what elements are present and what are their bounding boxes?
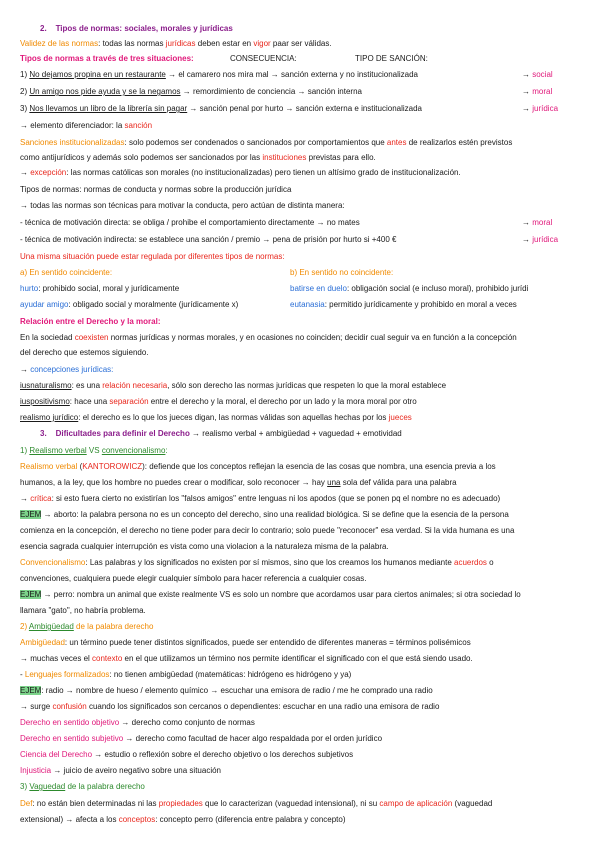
paragraph: → concepciones jurídicas: <box>20 365 114 374</box>
paragraph-validez <box>20 38 585 49</box>
term: contexto <box>92 654 123 663</box>
result <box>522 234 558 245</box>
example-row <box>20 103 585 114</box>
heading: Tipos de normas a través de tres situaciones: <box>20 54 194 63</box>
term: eutanasia <box>290 300 325 309</box>
text: de la palabra derecho <box>73 622 154 631</box>
term: moral <box>532 218 553 227</box>
paragraph <box>20 137 585 148</box>
text: : concepto perro (diferencia entre palabra y concepto) <box>155 815 346 824</box>
term: KANTOROWICZ <box>82 462 143 471</box>
text: → surge <box>20 702 53 711</box>
term: ayudar amigo <box>20 300 69 309</box>
text: entre el derecho y la moral, el derecho por un lado y la mora moral por otro <box>148 397 417 406</box>
text: : solo podemos ser condenados o sancionados por comportamientos que <box>124 138 387 147</box>
text: que lo caracterizan (vaguedad intensional), ni su <box>202 799 380 808</box>
text: → elemento diferenciador: la <box>20 121 125 130</box>
term: Convencionalismo <box>20 558 86 567</box>
col2 <box>290 283 528 294</box>
paragraph <box>20 685 585 696</box>
result <box>522 86 552 97</box>
text: como antijurídicos y además solo podemos ser sancionados por las <box>20 153 263 162</box>
column-header: a) En sentido coincidente: <box>20 268 113 277</box>
term: jueces <box>388 413 412 422</box>
example-tag: EJEM <box>20 510 42 519</box>
paragraph: del derecho que estemos siguiendo. <box>20 348 149 357</box>
term: Ciencia del Derecho <box>20 750 93 759</box>
paragraph: llamara "gato", no habría problema. <box>20 606 146 615</box>
term: jurídicas <box>165 39 196 48</box>
paragraph <box>20 152 585 163</box>
text: → <box>522 87 533 96</box>
term: jurídica <box>532 235 559 244</box>
term: Ambigüedad <box>28 622 74 631</box>
text: VS <box>86 446 102 455</box>
paragraph <box>20 637 585 648</box>
subheading <box>20 781 585 792</box>
term: jurídica <box>532 104 559 113</box>
text: : es una <box>71 381 103 390</box>
text: → muchas veces el <box>20 654 93 663</box>
text: → <box>20 494 31 503</box>
text: , sólo son derecho las normas jurídicas que respeten lo que la moral establece <box>167 381 447 390</box>
subheading: 1) Realismo verbal VS convencionalismo: <box>20 446 168 455</box>
text: → <box>20 168 31 177</box>
term: realismo jurídico <box>20 413 79 422</box>
paragraph <box>20 557 585 568</box>
text: → estudio o reflexión sobre el derecho objetivo o los derechos subjetivos <box>92 750 354 759</box>
term: moral <box>532 87 553 96</box>
term: separación <box>109 397 149 406</box>
text: paar ser válidas. <box>270 39 332 48</box>
text: → <box>522 104 533 113</box>
text: previstas para ello. <box>306 153 376 162</box>
term: conceptos <box>118 815 156 824</box>
term: crítica <box>30 494 52 503</box>
text: 1) <box>20 70 30 79</box>
heading: 3. Dificultades para definir el Derecho <box>40 429 190 438</box>
term: hurto <box>20 284 39 293</box>
text: : si esto fuera cierto no existirían los "falsos amigos" entre lenguas ni los apodos (que se ponen pq el nombre no es adecuado) <box>51 494 501 503</box>
paragraph <box>20 733 585 744</box>
text: : permitido jurídicamente y prohibido en moral a veces <box>324 300 517 309</box>
text: 2) <box>20 87 30 96</box>
text: : hace una <box>69 397 110 406</box>
paragraph <box>20 493 585 504</box>
two-col-row <box>20 283 585 294</box>
column-header: b) En sentido no coincidente: <box>290 268 394 277</box>
text: ( <box>77 462 83 471</box>
term: confusión <box>52 702 87 711</box>
text: → juicio de aveiro negativo sobre una situación <box>51 766 222 775</box>
text: : Las palabras y los significados no existen por sí mismos, sino que los creamos los humanos mediante <box>85 558 454 567</box>
paragraph: comienza en la concepción, el derecho no tiene poder para decir lo contrario; solo puede "reconocer" esa verdad. Si la vida humana es una <box>20 526 515 535</box>
paragraph <box>20 332 585 343</box>
text: → el camarero nos mira mal → sanción externa y no institucionalizada <box>165 70 418 79</box>
term: iusnaturalismo <box>20 381 72 390</box>
term: propiedades <box>158 799 203 808</box>
text: deben estar en <box>195 39 254 48</box>
term: Derecho en sentido objetivo <box>20 718 120 727</box>
text: : obligación social (e incluso moral), prohibido jurídi <box>346 284 529 293</box>
paragraph: Tipos de normas: normas de conducta y normas sobre la producción jurídica <box>20 185 292 194</box>
paragraph <box>20 765 585 776</box>
text: - técnica de motivación indirecta: se establece una sanción / premio → pena de prisión por hurto si +400 € <box>20 235 397 244</box>
text: : no están bien determinadas ni las <box>32 799 159 808</box>
text: ): defiende que los conceptos reflejan la esencia de las cosas que nombra, una esencia previa a los <box>142 462 496 471</box>
paragraph <box>20 509 585 520</box>
text: 1) <box>20 446 30 455</box>
term: acuerdos <box>454 558 487 567</box>
term: campo de aplicación <box>379 799 453 808</box>
term: vigor <box>253 39 271 48</box>
paragraph: → todas las normas son técnicas para motivar la conducta, pero actúan de distinta manera: <box>20 201 345 210</box>
term: antes <box>386 138 407 147</box>
example-row <box>20 86 585 97</box>
term: Vaguedad <box>29 782 66 791</box>
text: → derecho como facultad de hacer algo respaldada por el orden jurídico <box>123 734 383 743</box>
paragraph <box>20 380 585 391</box>
text: (vaguedad <box>452 799 493 808</box>
column-header: CONSECUENCIA: <box>230 54 297 63</box>
text: de realizarlos estén previstos <box>406 138 513 147</box>
text: → <box>522 70 533 79</box>
text: : radio → nombre de hueso / elemento químico → escuchar una emisora de radio / me he comprado una radio <box>41 686 433 695</box>
paragraph <box>20 814 585 825</box>
term: Ambigüedad <box>20 638 65 647</box>
term: excepción <box>30 168 67 177</box>
text: No dejamos propina en un restaurante <box>29 70 166 79</box>
col2 <box>290 299 517 310</box>
term: Sanciones institucionalizadas <box>20 138 125 147</box>
technique-row <box>20 217 585 228</box>
table-header <box>20 53 585 64</box>
term: coexisten <box>74 333 109 342</box>
term: Realismo verbal <box>29 446 87 455</box>
term: convencionalismo <box>101 446 166 455</box>
text: → <box>20 365 31 374</box>
term: Lenguajes formalizados <box>24 670 110 679</box>
result <box>522 103 558 114</box>
text: : prohibido social, moral y jurídicamente <box>38 284 180 293</box>
term: instituciones <box>262 153 307 162</box>
text: de la palabra derecho <box>65 782 145 791</box>
example-tag: EJEM <box>20 590 42 599</box>
paragraph <box>20 653 585 664</box>
text: → realismo verbal + ambigüedad + vaguedad + emotividad <box>189 429 402 438</box>
subheading <box>20 621 585 632</box>
text: → <box>522 235 533 244</box>
text: sola def válida para una palabra <box>340 478 457 487</box>
text: → aborto: la palabra persona no es un concepto del derecho, sino una realidad biológica. Si se define que la esencia de la persona <box>41 510 509 519</box>
example-tag: EJEM <box>20 686 42 695</box>
term: iuspositivismo <box>20 397 70 406</box>
example-row <box>20 69 585 80</box>
paragraph <box>20 701 585 712</box>
text: - técnica de motivación directa: se obliga / prohibe el comportamiento directamente → no mates <box>20 218 360 227</box>
text: → perro: nombra un animal que existe realmente VS es solo un nombre que acordamos usar para ciertos animales; si otra sociedad lo <box>41 590 521 599</box>
term: Validez de las normas <box>20 39 99 48</box>
term: Realismo verbal <box>20 462 78 471</box>
paragraph <box>20 412 585 423</box>
text: : obligado social y moralmente (jurídicamente x) <box>68 300 239 309</box>
text: → <box>522 218 533 227</box>
text: humanos, a la ley, que los hombre no puedes crear o modificar, solo reconocer → hay <box>20 478 328 487</box>
paragraph: convenciones, cualquiera puede elegir cualquier símbolo para hacer referencia a cualquier cosas. <box>20 574 367 583</box>
subheading: Una misma situación puede estar regulada por diferentes tipos de normas: <box>20 252 285 261</box>
text: → sanción penal por hurto → sanción externa e institucionalizada <box>187 104 423 113</box>
section-2-title: 2. Tipos de normas: sociales, morales y jurídicas <box>40 24 233 33</box>
term: Derecho en sentido subjetivo <box>20 734 124 743</box>
text: : todas las normas <box>98 39 166 48</box>
text: En la sociedad <box>20 333 75 342</box>
text: una <box>327 478 341 487</box>
text: : el derecho es lo que los jueces digan, las normas válidas son aquellas hechas por los <box>78 413 389 422</box>
paragraph <box>20 120 585 131</box>
term: concepciones jurídicas <box>30 365 112 374</box>
term: social <box>532 70 553 79</box>
paragraph: esencia sagrada cualquier interrupción es vista como una violacion a la naturaleza misma de la palabra. <box>20 542 389 551</box>
text: 3) <box>20 104 30 113</box>
paragraph <box>20 167 585 178</box>
term: sanción <box>124 121 153 130</box>
technique-row <box>20 234 585 245</box>
paragraph <box>20 589 585 600</box>
text: en el que utilizamos un término nos permite identificar el significado con el que está siendo usado. <box>122 654 473 663</box>
text: - <box>20 670 25 679</box>
section-3-title <box>40 428 600 439</box>
text: extensional) → afecta a los <box>20 815 119 824</box>
paragraph <box>20 669 585 680</box>
term: relación necesaria <box>102 381 168 390</box>
paragraph <box>20 749 585 760</box>
text: normas jurídicas y normas morales, y en ocasiones no coinciden; decidir cual seguir va en función a la concepción <box>108 333 517 342</box>
text: o <box>486 558 494 567</box>
text: 2) <box>20 622 29 631</box>
text: Nos llevamos un libro de la librería sin pagar <box>29 104 188 113</box>
result <box>522 217 552 228</box>
text: 3) <box>20 782 30 791</box>
text: : no tienen ambigüedad (matemáticas: hidrógeno es hidrógeno y ya) <box>109 670 352 679</box>
text: cuando los significados son cercanos o dependientes: escuchar en una radio una emisora de radio <box>86 702 440 711</box>
paragraph <box>20 396 585 407</box>
paragraph <box>20 798 585 809</box>
term: Def <box>20 799 33 808</box>
term: batirse en duelo <box>290 284 347 293</box>
two-col-row <box>20 299 585 310</box>
text: Un amigo nos pide ayuda y se la negamos <box>29 87 181 96</box>
term: Injusticia <box>20 766 52 775</box>
subheading: Relación entre el Derecho y la moral: <box>20 317 161 326</box>
paragraph <box>20 461 585 472</box>
text: : las normas católicas son morales (no institucionalizadas) pero tienen un altísimo grado de institucionalización. <box>66 168 461 177</box>
column-header: TIPO DE SANCIÓN: <box>355 54 428 63</box>
text: : un término puede tener distintos significados, puede ser entendido de diferentes maneras = términos polisémicos <box>64 638 471 647</box>
text: → remordimiento de conciencia → sanción interna <box>180 87 362 96</box>
paragraph <box>20 477 585 488</box>
two-col-headers <box>20 267 585 278</box>
text: → derecho como conjunto de normas <box>119 718 255 727</box>
paragraph <box>20 717 585 728</box>
result <box>522 69 553 80</box>
